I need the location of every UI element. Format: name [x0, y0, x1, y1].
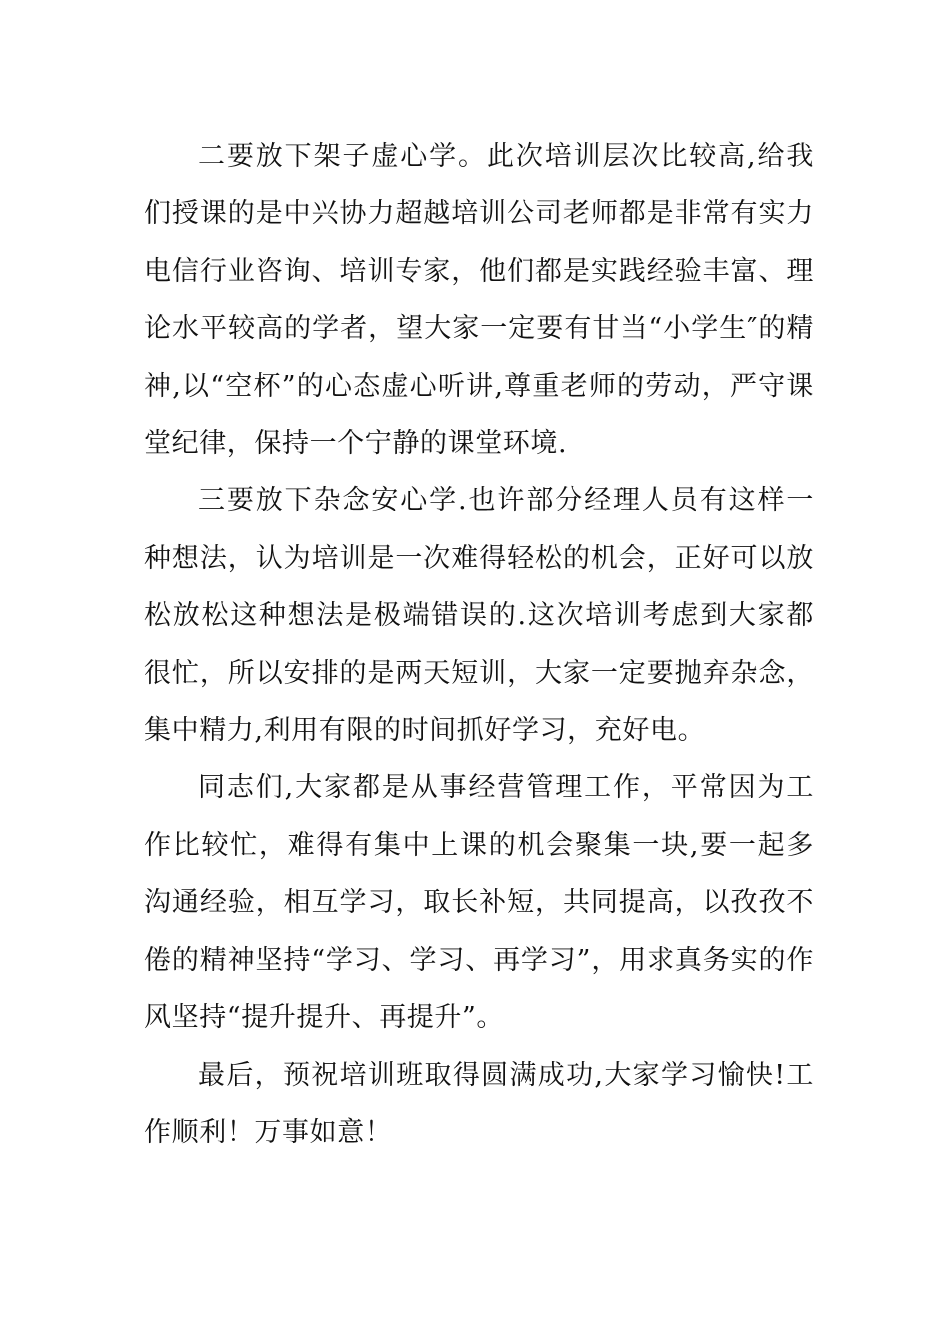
paragraph-3: 同志们,大家都是从事经营管理工作，平常因为工作比较忙，难得有集中上课的机会聚集一块,要一起多沟通经验，相互学习，取长补短，共同提高，以孜孜不倦的精神坚持“学习、学习、再学习”，用求真务实的作风坚持“提升提升、再提升”。 — [144, 772, 814, 1034]
paragraph-2: 三要放下杂念安心学.也许部分经理人员有这样一种想法，认为培训是一次难得轻松的机会，正好可以放松放松这种想法是极端错误的.这次培训考虑到大家都很忙，所以安排的是两天短训，大家一定要抛弃杂念，集中精力,利用有限的时间抓好学习，充好电。 — [144, 485, 814, 747]
paragraph-4: 最后，预祝培训班取得圆满成功,大家学习愉快!工作顺利！万事如意！ — [144, 1059, 814, 1148]
paragraph-1: 二要放下架子虚心学。此次培训层次比较高,给我们授课的是中兴协力超越培训公司老师都是非常有实力电信行业咨询、培训专家，他们都是实践经验丰富、理论水平较高的学者，望大家一定要有甘当“小学生″的精神,以“空杯”的心态虚心听讲,尊重老师的劳动，严守课堂纪律，保持一个宁静的课堂环境. — [144, 141, 814, 460]
document-body — [144, 128, 814, 1161]
